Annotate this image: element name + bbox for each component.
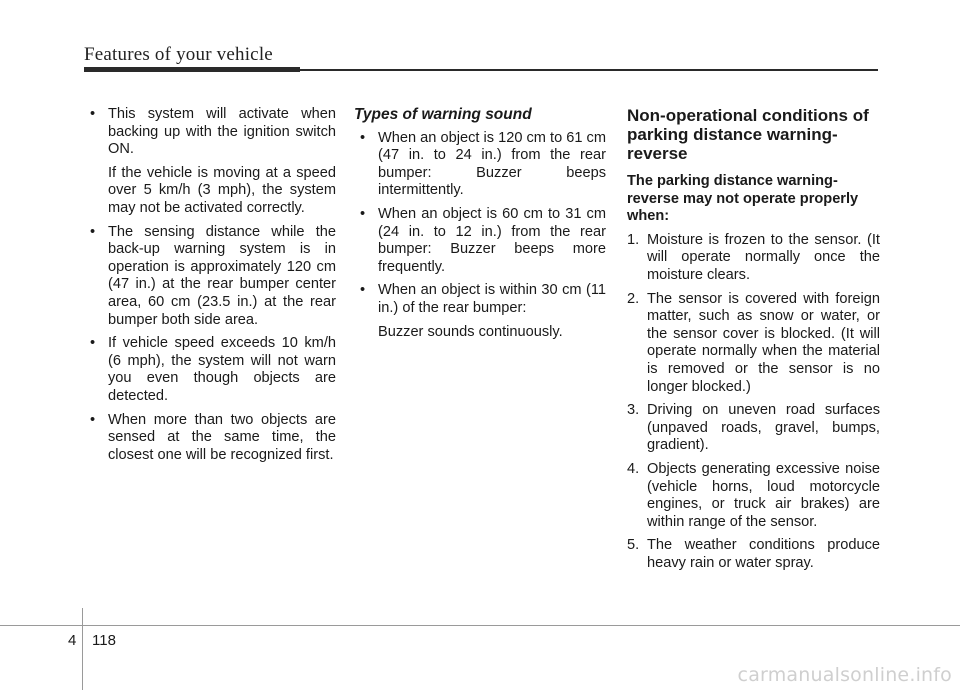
numbered-item — [627, 402, 880, 455]
item-text: Moisture is frozen to the sensor. (It will operate normally once the moisture clears. — [647, 231, 880, 283]
bullet-subparagraph: If the vehicle is moving at a speed over 5 km/h (3 mph), the system may not be activated correctly. — [108, 164, 336, 216]
bullet-subparagraph: Buzzer sounds continuously. — [378, 323, 563, 340]
bullet-item: • This system will activate when backing up with the ignition switch ON. — [84, 106, 336, 159]
bullet-item: • When an object is 120 cm to 61 cm (47 in. to 24 in.) from the rear bumper: Buzzer beeps intermittently. — [354, 130, 606, 200]
item-number: 2. — [627, 290, 640, 307]
column-non-operational — [627, 106, 880, 578]
header-rule-thick — [84, 67, 300, 72]
bullet-item: • The sensing distance while the back-up warning system is in operation is approximately 120 cm (47 in.) at the rear bumper center area, 60 cm (23.5 in.) at the rear bumper both side area. — [84, 224, 336, 330]
section-lead: The parking distance warning-reverse may not operate properly when: — [627, 173, 859, 225]
subheading-warning-sound: Types of warning sound — [354, 106, 532, 123]
bullet-item: • When an object is 60 cm to 31 cm (24 in. to 12 in.) from the rear bumper: Buzzer beeps more frequently. — [354, 206, 606, 276]
column-warning-sounds — [354, 106, 606, 347]
numbered-item — [627, 232, 880, 285]
item-number: 4. — [627, 460, 640, 477]
item-number: 3. — [627, 402, 640, 419]
page-header-title: Features of your vehicle — [84, 44, 273, 65]
bullet-item: • When more than two objects are sensed at the same time, the closest one will be recognized first. — [84, 412, 336, 465]
section-title: Non-operational conditions of parking distance warning-reverse — [627, 106, 869, 163]
numbered-item — [627, 461, 880, 531]
item-text: Driving on uneven road surfaces (unpaved roads, gravel, bumps, gradient). — [647, 402, 880, 454]
numbered-item — [627, 291, 880, 397]
watermark-text: carmanualsonline.info — [737, 664, 952, 686]
footer-divider — [82, 608, 83, 690]
header-rule-thin — [300, 69, 878, 71]
column-system-info — [84, 106, 336, 470]
item-number: 5. — [627, 537, 640, 554]
page-number: 118 — [92, 632, 116, 649]
item-text: The weather conditions produce heavy rain or water spray. — [647, 537, 880, 571]
item-text: The sensor is covered with foreign matter, such as snow or water, or the sensor cover is blocked. (It will operate normally when the material is removed or the sensor is no longer blocked.) — [647, 290, 880, 395]
item-number: 1. — [627, 231, 640, 248]
numbered-item — [627, 537, 880, 572]
item-text: Objects generating excessive noise (vehicle horns, loud motorcycle engines, or truck air brakes) are within range of the sensor. — [647, 460, 880, 530]
bullet-item: • If vehicle speed exceeds 10 km/h (6 mph), the system will not warn you even though objects are detected. — [84, 335, 336, 405]
footer-rule — [0, 625, 960, 626]
chapter-number: 4 — [68, 632, 77, 649]
bullet-item: • When an object is within 30 cm (11 in.) of the rear bumper: — [354, 282, 606, 317]
